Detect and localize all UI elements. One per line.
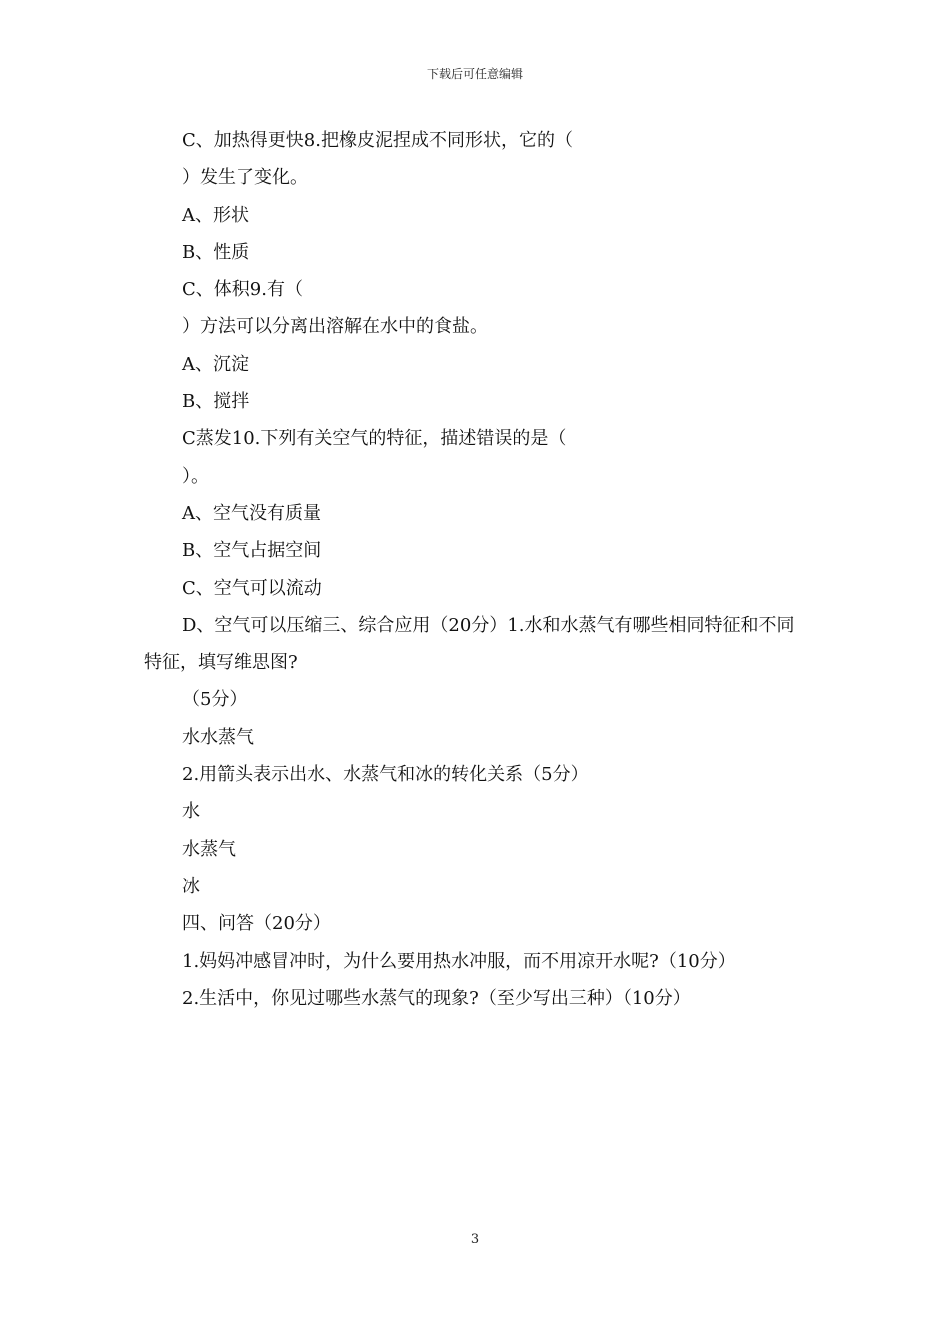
- question-line: 1.妈妈冲感冒冲时，为什么要用热水冲服，而不用凉开水呢?（10分）: [182, 950, 736, 972]
- text-line: 冰: [182, 875, 200, 897]
- text-line: C、体积9.有（: [182, 279, 303, 301]
- text-line: C蒸发10.下列有关空气的特征，描述错误的是（: [182, 428, 567, 450]
- page-number: 3: [470, 1232, 480, 1247]
- text-line: 水蒸气: [182, 838, 236, 860]
- text-line: C、加热得更快8.把橡皮泥捏成不同形状，它的（: [182, 130, 573, 151]
- document-body: [144, 122, 810, 1017]
- text-line: B、搅拌: [182, 391, 250, 413]
- text-line: 2.用箭头表示出水、水蒸气和冰的转化关系（5分）: [182, 764, 589, 786]
- wrapped-paragraph: D、空气可以压缩三、综合应用（20分）1.水和水蒸气有哪些相同特征和不同特征，填写维思图?: [144, 614, 795, 674]
- question-line: 2.生活中，你见过哪些水蒸气的现象?（至少写出三种）（10分）: [182, 987, 691, 1009]
- text-line: B、空气占据空间: [182, 540, 322, 562]
- text-line: A、空气没有质量: [182, 502, 321, 524]
- text-line: （5分）: [182, 689, 248, 711]
- text-line: ）。: [182, 465, 209, 487]
- text-line: B、性质: [182, 241, 250, 263]
- text-line: ）方法可以分离出溶解在水中的食盐。: [182, 316, 488, 338]
- text-line: C、空气可以流动: [182, 577, 322, 599]
- text-line: A、形状: [182, 204, 249, 226]
- text-line: 水: [182, 801, 200, 823]
- text-line: A、沉淀: [182, 353, 249, 375]
- text-line: ）发生了变化。: [182, 167, 308, 189]
- page-header: 下载后可任意编辑: [426, 67, 523, 81]
- text-line: 水水蒸气: [182, 726, 254, 748]
- section-heading: 四、问答（20分）: [182, 913, 331, 935]
